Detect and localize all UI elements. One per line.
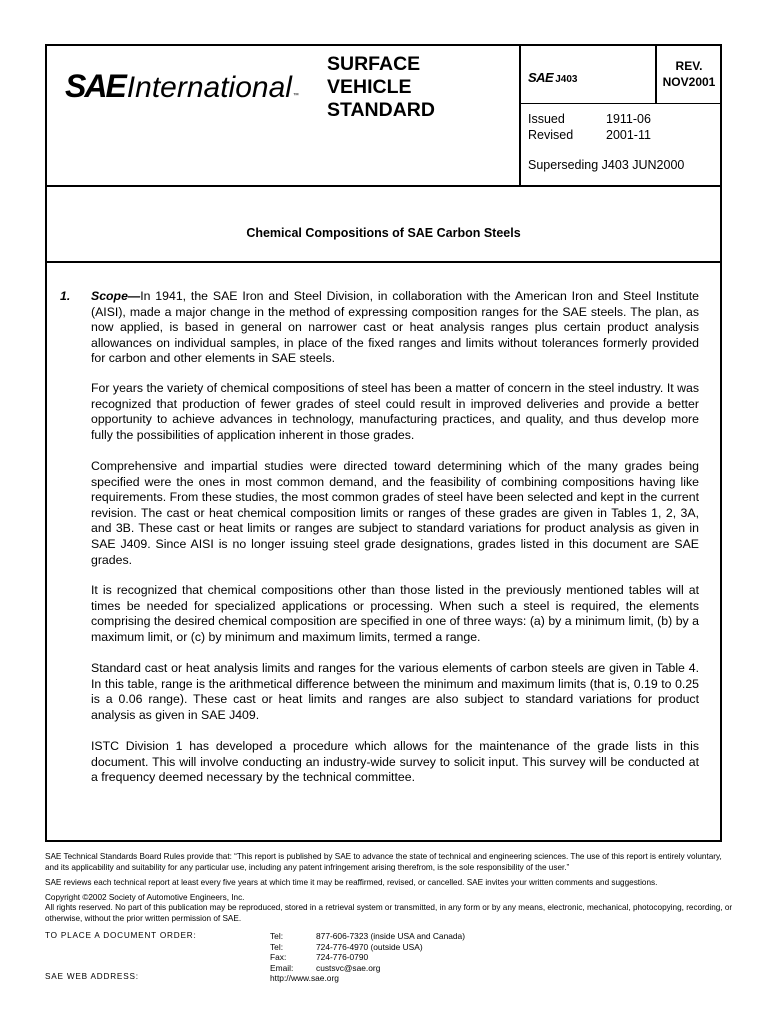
scope-paragraph-5: Standard cast or heat analysis limits and ranges for the various elements of carbon steels are given in Table 4. In this table, range is the arithmetical difference between the minimum and maximum limits (that is, 0.19 to 0.25 is a 0.06 range). These cast or heat limits and ranges are also subject to standard variations for product analysis as given in SAE J409. — [91, 661, 699, 722]
logo-international: International — [126, 71, 292, 104]
issued-label: Issued — [528, 112, 565, 126]
header-bottom-rule — [45, 185, 722, 187]
issue-dates — [528, 111, 651, 143]
contact-row: Tel: 724-776-4970 (outside USA) — [270, 941, 423, 952]
standard-title-line-2: VEHICLE — [327, 76, 412, 98]
contact-row: Fax: 724-776-0790 — [270, 952, 369, 962]
footer-rules: SAE Technical Standards Board Rules provide that: “This report is published by SAE to advance the state of technical and engineering sciences. The use of this report is entirely voluntary, and its applicability and suitability for any particular use, including any patent infringement arising therefrom, is the sole responsibility of the user.” — [45, 852, 722, 872]
document-number — [528, 70, 577, 85]
footer-rights: All rights reserved. No part of this publication may be reproduced, stored in a retrieval system or transmitted, in any form or by any means, electronic, mechanical, photocopying, recording, or otherwise, without the prior written permission of SAE. — [45, 903, 733, 923]
revised-label: Revised — [528, 128, 574, 142]
sae-international-logo — [65, 68, 299, 102]
logo-trademark: ™ — [292, 93, 299, 99]
web-address-row — [270, 973, 465, 984]
scope-paragraph-4: It is recognized that chemical compositions other than those listed in the previously mentioned tables will at times be needed for specialized applications or processing. When such a steel is required, the elements comprising the desired chemical composition are specified in one of three ways: (a) by a minimum limit, (b) by a maximum limit, or (c) by minimum and maximum limits, termed a range. — [91, 583, 699, 644]
contact-list — [270, 931, 465, 984]
document-title: Chemical Compositions of SAE Carbon Steels — [246, 226, 521, 240]
header-hrule-right — [519, 103, 722, 104]
title-bottom-rule — [45, 261, 722, 263]
scope-paragraph-2: For years the variety of chemical compositions of steel has been a matter of concern in the steel industry. It was recognized that production of fewer grades of steel could result in improved deliveries and provide a better opportunity to achieve advances in technology, manufacturing practices, and quality, and thus develop more fully the possibilities of application inherent in those grades. — [91, 381, 699, 442]
doc-prefix: SAE — [528, 70, 554, 85]
rev-date: NOV2001 — [662, 75, 716, 89]
standard-title-line-1: SURFACE — [327, 53, 421, 75]
footer-review: SAE reviews each technical report at least every five years at which time it may be reaffirmed, revised, or cancelled. SAE invites your written comments and suggestions. — [45, 878, 658, 887]
scope-paragraph-1 — [91, 289, 699, 367]
section-number: 1. — [60, 289, 71, 303]
web-label: SAE WEB ADDRESS: — [45, 972, 139, 981]
revision-block — [657, 58, 721, 90]
scope-paragraph-1-text: In 1941, the SAE Iron and Steel Division, in collaboration with the American Iron and Steel Institute (AISI), made a major change in the method of expressing composition ranges for the SAE steels. The plan, as now applied, is based in general on narrower cast or heat analysis ranges plus certain product analysis allowances on individual samples, in place of the fixed ranges and limits without tolerances formerly provided for carbon and other elements in SAE steels. — [91, 289, 699, 366]
rev-label: REV. — [675, 59, 703, 73]
footer-copyright: Copyright ©2002 Society of Automotive Engineers, Inc. — [45, 893, 245, 902]
scope-paragraph-3: Comprehensive and impartial studies were directed toward determining which of the many grades being specified were the ones in most common demand, and the feasibility of combining compositions having like requirements. From these studies, the most common grades of steel have been selected and kept in the current revision. The cast or heat chemical composition limits or ranges of these grades are given in Tables 1, 2, 3A, and 3B. These cast or heat limits or ranges are subject to standard variations for product analysis as given in SAE J409. Since AISI is no longer issuing steel grade designations, grades listed in this document are SAE grades. — [91, 459, 699, 567]
standard-type-title — [327, 53, 435, 122]
order-label: TO PLACE A DOCUMENT ORDER: — [45, 931, 197, 940]
superseding-note: Superseding J403 JUN2000 — [528, 158, 685, 172]
standard-title-line-3: STANDARD — [327, 99, 435, 121]
scope-paragraph-6: ISTC Division 1 has developed a procedure which allows for the maintenance of the grade lists in this document. This will involve conducting an industry-wide survey to solicit input. This survey will be conducted at a frequency deemed necessary by the technical committee. — [91, 739, 699, 785]
issued-value: 1911-06 — [606, 112, 651, 126]
logo-sae: SAE — [65, 68, 125, 104]
email-link[interactable]: custsvc@sae.org — [316, 962, 381, 973]
doc-number: J403 — [555, 74, 578, 85]
web-address-link[interactable]: http://www.sae.org — [270, 973, 339, 983]
contact-row: Email: custsvc@sae.org — [270, 962, 381, 973]
header-divider-1 — [519, 44, 521, 186]
scope-heading: Scope— — [91, 289, 141, 303]
contact-row: Tel: 877-606-7323 (inside USA and Canada) — [270, 931, 465, 941]
revised-value: 2001-11 — [606, 128, 651, 142]
